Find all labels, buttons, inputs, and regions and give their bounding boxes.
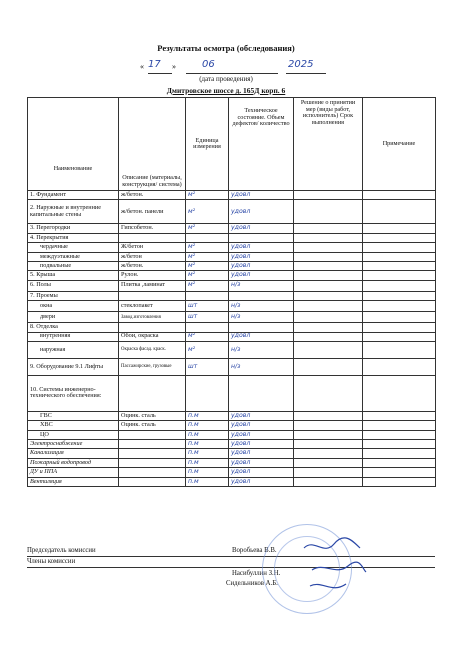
column-header: Единица измерения <box>186 98 229 191</box>
row-unit: м² <box>186 200 229 224</box>
table-row <box>28 458 436 467</box>
row-description: стеклопакет <box>119 301 186 312</box>
row-state: удовл <box>229 477 294 486</box>
row-name: 6. Полы <box>28 280 119 291</box>
row-state <box>229 323 294 332</box>
table-row <box>28 280 436 291</box>
table-row <box>28 252 436 261</box>
table-row <box>28 200 436 224</box>
row-note <box>363 375 436 411</box>
row-name: Электроснабжение <box>28 440 119 449</box>
table-row <box>28 312 436 323</box>
table-row <box>28 341 436 358</box>
row-name: 4. Перекрытия <box>28 233 119 242</box>
row-description: Оцинк. сталь <box>119 421 186 430</box>
row-note <box>363 332 436 341</box>
row-name: междуэтажные <box>28 252 119 261</box>
table-row <box>28 375 436 411</box>
row-decision <box>294 375 363 411</box>
row-note <box>363 477 436 486</box>
column-header: Решение о принятии мер (виды работ, исполнитель) Срок выполнения <box>294 98 363 191</box>
row-unit: м² <box>186 332 229 341</box>
row-state: н/з <box>229 280 294 291</box>
row-note <box>363 233 436 242</box>
member-name: Насибуллин З.Н. <box>232 570 281 577</box>
row-unit: м² <box>186 224 229 233</box>
row-state: удовл <box>229 261 294 270</box>
row-state: н/з <box>229 301 294 312</box>
row-unit: шт <box>186 312 229 323</box>
row-note <box>363 252 436 261</box>
chairman-name: Воробьева В.В. <box>232 547 277 554</box>
table-row <box>28 449 436 458</box>
row-decision <box>294 358 363 375</box>
row-description <box>119 449 186 458</box>
row-decision <box>294 323 363 332</box>
row-unit: м² <box>186 252 229 261</box>
row-decision <box>294 271 363 280</box>
row-state: удовл <box>229 191 294 200</box>
day-underline <box>148 73 172 74</box>
month-underline <box>186 73 278 74</box>
table-row <box>28 271 436 280</box>
row-decision <box>294 421 363 430</box>
row-description <box>119 430 186 439</box>
row-unit: п.м <box>186 468 229 477</box>
row-decision <box>294 440 363 449</box>
row-state: удовл <box>229 468 294 477</box>
row-name: окна <box>28 301 119 312</box>
row-decision <box>294 233 363 242</box>
row-note <box>363 301 436 312</box>
table-row <box>28 468 436 477</box>
column-header: Описание (материалы, конструкция/ система) <box>119 98 186 191</box>
row-unit: шт <box>186 358 229 375</box>
row-description: Пассажирские, грузовые <box>119 358 186 375</box>
table-row <box>28 233 436 242</box>
table-row <box>28 291 436 300</box>
date-label: (дата проведения) <box>199 75 253 83</box>
row-note <box>363 421 436 430</box>
row-decision <box>294 341 363 358</box>
row-description <box>119 375 186 411</box>
row-note <box>363 440 436 449</box>
row-note <box>363 291 436 300</box>
row-description: Окраска фасад. краск. <box>119 341 186 358</box>
row-description <box>119 458 186 467</box>
row-state: н/з <box>229 341 294 358</box>
row-unit: м² <box>186 271 229 280</box>
row-decision <box>294 449 363 458</box>
members-label: Члены комиссии <box>27 558 76 565</box>
year-underline <box>286 73 326 74</box>
row-description: ж/бетон. <box>119 261 186 270</box>
chairman-label: Председатель комиссии <box>27 547 96 554</box>
row-name: ЦО <box>28 430 119 439</box>
row-note <box>363 468 436 477</box>
table-row <box>28 440 436 449</box>
row-state: удовл <box>229 200 294 224</box>
row-unit: п.м <box>186 411 229 420</box>
row-description: Плитка ,ламинат <box>119 280 186 291</box>
row-state: удовл <box>229 421 294 430</box>
row-decision <box>294 411 363 420</box>
row-state <box>229 291 294 300</box>
row-name: чердачные <box>28 243 119 252</box>
row-description <box>119 477 186 486</box>
row-state: н/з <box>229 358 294 375</box>
row-unit: п.м <box>186 477 229 486</box>
row-decision <box>294 332 363 341</box>
table-row <box>28 191 436 200</box>
row-unit <box>186 323 229 332</box>
row-note <box>363 449 436 458</box>
row-unit: п.м <box>186 449 229 458</box>
date-month: 06 <box>202 59 215 70</box>
row-unit: м² <box>186 261 229 270</box>
row-note <box>363 458 436 467</box>
row-name: Вентиляция <box>28 477 119 486</box>
row-unit <box>186 233 229 242</box>
row-description: Гипсобетон. <box>119 224 186 233</box>
row-decision <box>294 252 363 261</box>
row-description: ж/бетон. <box>119 191 186 200</box>
table-row <box>28 224 436 233</box>
row-decision <box>294 468 363 477</box>
row-name: подвальные <box>28 261 119 270</box>
row-name: ГВС <box>28 411 119 420</box>
row-note <box>363 358 436 375</box>
row-unit <box>186 291 229 300</box>
row-name: 10. Системы инженерно-технического обеспечения: <box>28 375 119 411</box>
table-row <box>28 411 436 420</box>
row-note <box>363 200 436 224</box>
date-year: 2025 <box>288 59 314 70</box>
column-header: Наименование <box>28 98 119 191</box>
row-note <box>363 323 436 332</box>
row-name: внутренняя <box>28 332 119 341</box>
row-state: удовл <box>229 430 294 439</box>
row-name: ХВС <box>28 421 119 430</box>
row-description <box>119 233 186 242</box>
row-state: удовл <box>229 224 294 233</box>
table-row <box>28 430 436 439</box>
table-header-row <box>28 98 436 191</box>
row-decision <box>294 312 363 323</box>
row-state: удовл <box>229 440 294 449</box>
row-decision <box>294 430 363 439</box>
row-name: ДУ и ППА <box>28 468 119 477</box>
row-unit <box>186 375 229 411</box>
row-state <box>229 375 294 411</box>
row-unit: п.м <box>186 440 229 449</box>
table-row <box>28 358 436 375</box>
row-decision <box>294 458 363 467</box>
row-state: удовл <box>229 243 294 252</box>
row-state: удовл <box>229 458 294 467</box>
row-decision <box>294 477 363 486</box>
table-row <box>28 332 436 341</box>
row-unit: п.м <box>186 458 229 467</box>
row-note <box>363 271 436 280</box>
row-description: Обои, окраска <box>119 332 186 341</box>
row-name: 9. Оборудование 9.1 Лифты <box>28 358 119 375</box>
row-name: 7. Проемы <box>28 291 119 300</box>
row-state: удовл <box>229 252 294 261</box>
row-decision <box>294 243 363 252</box>
row-note <box>363 191 436 200</box>
row-note <box>363 430 436 439</box>
row-unit: м² <box>186 243 229 252</box>
row-state: удовл <box>229 332 294 341</box>
row-description <box>119 291 186 300</box>
row-name: 5. Крыша <box>28 271 119 280</box>
row-note <box>363 280 436 291</box>
row-description <box>119 468 186 477</box>
table-row <box>28 477 436 486</box>
table-row <box>28 243 436 252</box>
member-name: Сидельников А.Б. <box>226 580 278 587</box>
row-unit: шт <box>186 301 229 312</box>
row-state: удовл <box>229 411 294 420</box>
row-description: ж/бетон. панели <box>119 200 186 224</box>
table-row <box>28 421 436 430</box>
row-unit: м² <box>186 191 229 200</box>
row-note <box>363 411 436 420</box>
row-unit: м² <box>186 341 229 358</box>
page-title: Результаты осмотра (обследования) <box>157 43 295 53</box>
row-note <box>363 261 436 270</box>
row-description: Оцинк. сталь <box>119 411 186 420</box>
signature-image <box>300 536 370 606</box>
row-unit: п.м <box>186 430 229 439</box>
table-row <box>28 323 436 332</box>
row-decision <box>294 200 363 224</box>
row-note <box>363 224 436 233</box>
row-unit: м² <box>186 280 229 291</box>
row-decision <box>294 291 363 300</box>
row-decision <box>294 191 363 200</box>
row-name: Канализация <box>28 449 119 458</box>
column-header: Примечание <box>363 98 436 191</box>
row-decision <box>294 261 363 270</box>
inspection-date: « 17 » 06 2025 <box>140 59 314 71</box>
row-name: наружная <box>28 341 119 358</box>
inspection-table <box>27 97 436 487</box>
row-decision <box>294 301 363 312</box>
row-state: н/з <box>229 312 294 323</box>
row-name: 2. Наружные и внутренние капитальные стены <box>28 200 119 224</box>
row-name: 3. Перегородки <box>28 224 119 233</box>
row-description <box>119 440 186 449</box>
table-row <box>28 301 436 312</box>
row-note <box>363 341 436 358</box>
column-header: Техническое состояние. Объем дефектов/ количество <box>229 98 294 191</box>
row-name: Пожарный водопровод <box>28 458 119 467</box>
table-row <box>28 261 436 270</box>
row-state <box>229 233 294 242</box>
row-state: удовл <box>229 271 294 280</box>
row-description: Завод.изготовления <box>119 312 186 323</box>
row-description: Рулон. <box>119 271 186 280</box>
date-day: 17 <box>148 59 161 70</box>
row-state: удовл <box>229 449 294 458</box>
row-note <box>363 243 436 252</box>
row-description <box>119 323 186 332</box>
row-description: ж/бетон <box>119 252 186 261</box>
row-unit: п.м <box>186 421 229 430</box>
row-description: Ж/бетон <box>119 243 186 252</box>
row-decision <box>294 224 363 233</box>
row-note <box>363 312 436 323</box>
row-decision <box>294 280 363 291</box>
address: Дмитровское шоссе д. 165Д корп. 6 <box>166 86 286 95</box>
row-name: двери <box>28 312 119 323</box>
row-name: 1. Фундамент <box>28 191 119 200</box>
row-name: 8. Отделка <box>28 323 119 332</box>
